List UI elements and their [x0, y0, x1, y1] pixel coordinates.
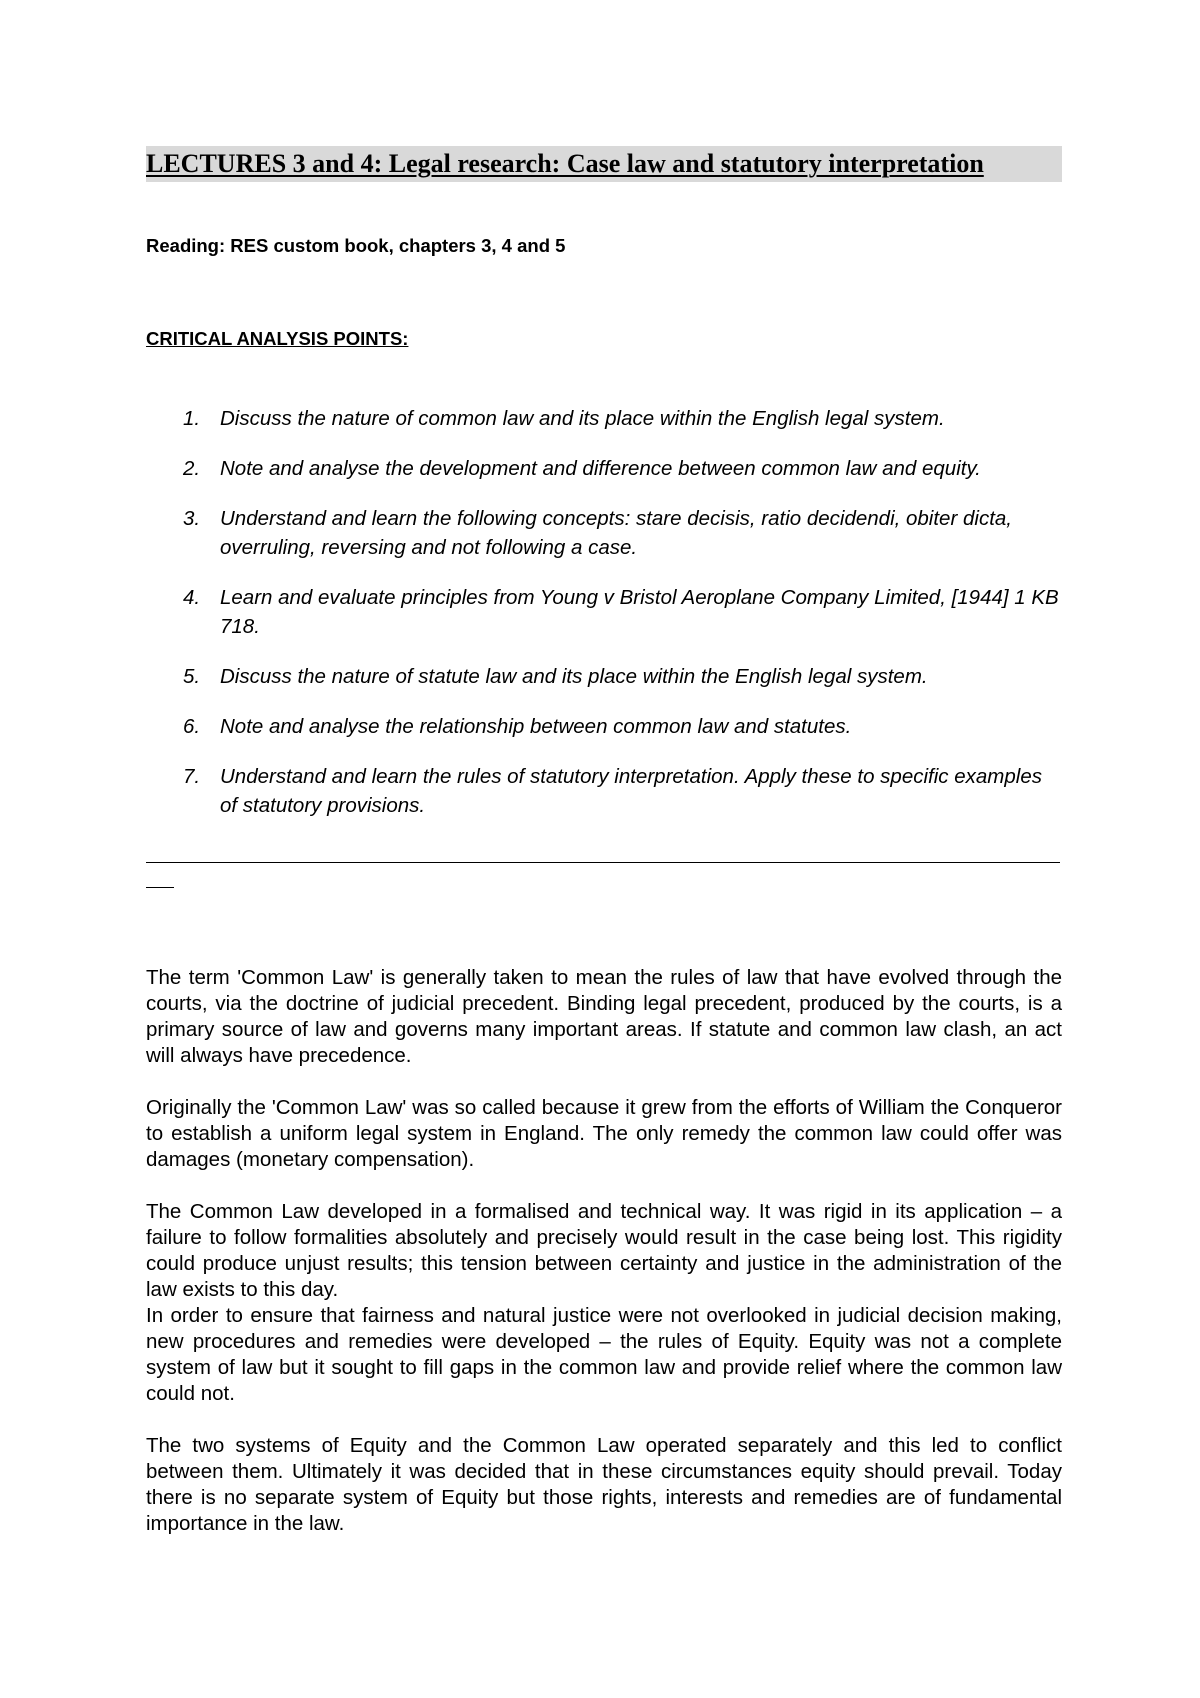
point-text: Understand and learn the rules of statutory interpretation. Apply these to specific examples of statutory provisions. [220, 765, 1042, 817]
section-divider [146, 862, 1060, 863]
point-text: Discuss the nature of statute law and its place within the English legal system. [220, 665, 928, 688]
point-text: Understand and learn the following concepts: stare decisis, ratio decidendi, obiter dicta, overruling, reversing and not following a case. [220, 507, 1012, 559]
body-text [146, 965, 1062, 1563]
critical-point [146, 583, 1062, 641]
point-number: 1. [183, 407, 201, 430]
point-text: Note and analyse the relationship between common law and statutes. [220, 715, 852, 738]
critical-analysis-heading: CRITICAL ANALYSIS POINTS: [146, 328, 409, 349]
reading-note: Reading: RES custom book, chapters 3, 4 and 5 [146, 235, 566, 256]
paragraph: The two systems of Equity and the Common Law operated separately and this led to conflict between them. Ultimately it was decided that in these circumstances equity should prevail. Today there is no separate system of Equity but those rights, interests and remedies are of fundamental importance in the law. [146, 1434, 1062, 1535]
critical-point [146, 662, 1062, 691]
critical-points-list [146, 404, 1062, 841]
paragraph: In order to ensure that fairness and natural justice were not overlooked in judicial decision making, new procedures and remedies were developed – the rules of Equity. Equity was not a complete system of law but it sought to fill gaps in the common law and provide relief where the common law could not. [146, 1304, 1062, 1405]
title-text: LECTURES 3 and 4: Legal research: Case law and statutory interpretation [146, 149, 984, 178]
paragraph: Originally the 'Common Law' was so called because it grew from the efforts of William the Conqueror to establish a uniform legal system in England. The only remedy the common law could offer was damages (monetary compensation). [146, 1096, 1062, 1171]
critical-point [146, 762, 1062, 820]
point-number: 7. [183, 765, 201, 788]
critical-point [146, 404, 1062, 433]
critical-point [146, 712, 1062, 741]
critical-point [146, 504, 1062, 562]
section-divider-tail [146, 887, 174, 888]
point-number: 6. [183, 715, 201, 738]
point-number: 4. [183, 586, 201, 609]
document-title [146, 146, 1062, 182]
paragraph: The term 'Common Law' is generally taken to mean the rules of law that have evolved through the courts, via the doctrine of judicial precedent. Binding legal precedent, produced by the courts, is a primary source of law and governs many important areas. If statute and common law clash, an act will always have precedence. [146, 966, 1062, 1067]
point-number: 5. [183, 665, 201, 688]
point-text: Learn and evaluate principles from Young v Bristol Aeroplane Company Limited, [1944] 1 KB 718. [220, 586, 1059, 638]
paragraph: The Common Law developed in a formalised and technical way. It was rigid in its application – a failure to follow formalities absolutely and precisely would result in the case being lost. This rigidity could produce unjust results; this tension between certainty and justice in the administration of the law exists to this day. [146, 1200, 1062, 1301]
point-text: Note and analyse the development and difference between common law and equity. [220, 457, 981, 480]
critical-point [146, 454, 1062, 483]
point-text: Discuss the nature of common law and its place within the English legal system. [220, 407, 945, 430]
point-number: 3. [183, 507, 201, 530]
point-number: 2. [183, 457, 201, 480]
